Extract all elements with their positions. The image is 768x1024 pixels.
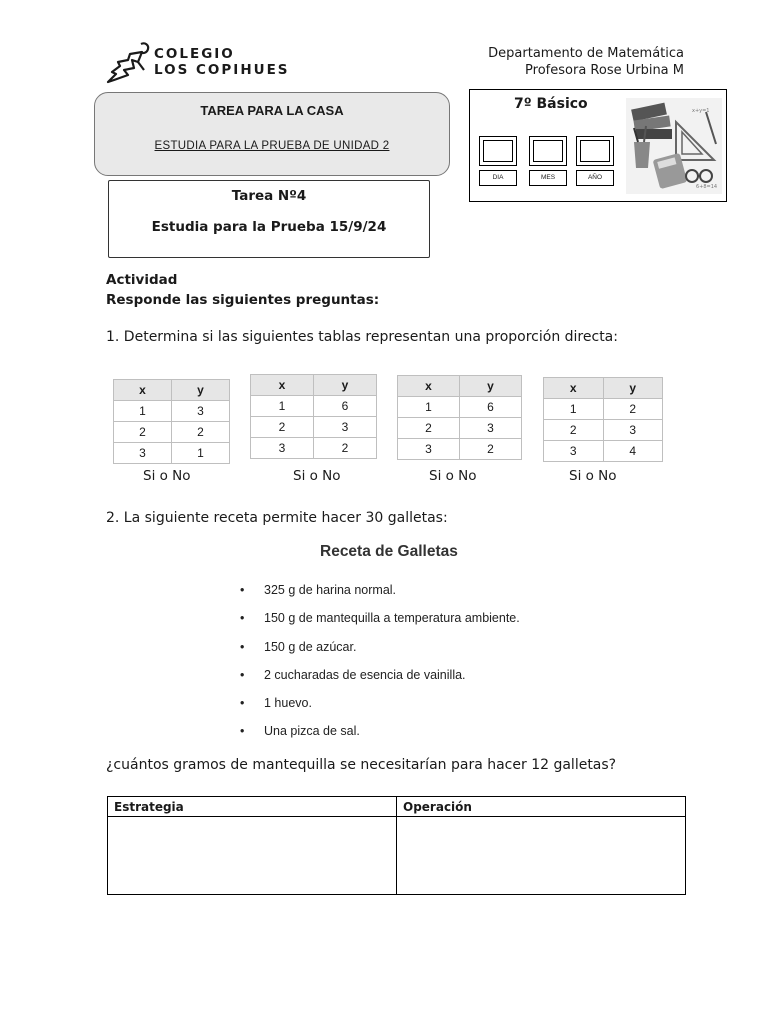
proportion-table-4 xyxy=(543,377,663,462)
table-row: 3 1 xyxy=(114,443,230,464)
month-input[interactable] xyxy=(529,136,567,166)
table-row: 3 4 xyxy=(544,441,663,462)
list-item: • Una pizca de sal. xyxy=(240,724,360,739)
operation-answer-cell[interactable] xyxy=(397,817,686,895)
question-2-prompt: ¿cuántos gramos de mantequilla se necesitarían para hacer 12 galletas? xyxy=(106,757,617,773)
day-label: DIA xyxy=(479,170,517,186)
month-label: MES xyxy=(529,170,567,186)
strategy-answer-cell[interactable] xyxy=(108,817,397,895)
proportion-table-3 xyxy=(397,375,522,460)
grade-label: 7º Básico xyxy=(514,96,588,112)
assignment-number: Tarea Nº4 xyxy=(231,188,307,204)
month-field[interactable] xyxy=(529,136,567,186)
answer-label-4: Si o No xyxy=(569,468,617,484)
ingredient-list xyxy=(240,580,520,750)
grade-date-box xyxy=(469,89,727,202)
department-name: Departamento de Matemática xyxy=(488,46,684,61)
table-row: 2 3 xyxy=(398,418,522,439)
table-header-row xyxy=(108,797,686,817)
question-2: 2. La siguiente receta permite hacer 30 galletas: xyxy=(106,510,448,526)
homework-box xyxy=(94,92,450,176)
department-info xyxy=(488,45,684,79)
table-row: 2 2 xyxy=(114,422,230,443)
assignment-box xyxy=(108,180,430,258)
homework-title: TAREA PARA LA CASA xyxy=(200,103,344,118)
day-field[interactable] xyxy=(479,136,517,186)
recipe-title: Receta de Galletas xyxy=(320,543,458,560)
answer-label-3: Si o No xyxy=(429,468,477,484)
table-header-row: x y xyxy=(398,376,522,397)
year-field[interactable] xyxy=(576,136,614,186)
activity-title: Actividad xyxy=(106,272,178,288)
list-item: • 325 g de harina normal. xyxy=(240,583,397,597)
teacher-name: Profesora Rose Urbina M xyxy=(525,63,684,78)
svg-text:x+y=1: x+y=1 xyxy=(692,108,710,114)
proportion-table-1 xyxy=(113,379,230,464)
table-header-row: x y xyxy=(114,380,230,401)
table-row: 3 2 xyxy=(398,439,522,460)
table-row xyxy=(108,817,686,895)
table-row: 2 3 xyxy=(251,417,377,438)
answer-table xyxy=(107,796,686,895)
school-name: COLEGIO LOS COPIHUES xyxy=(154,46,290,78)
answer-label-1: Si o No xyxy=(143,468,191,484)
strategy-header: Estrategia xyxy=(108,797,397,817)
year-input[interactable] xyxy=(576,136,614,166)
table-header-row: x y xyxy=(544,378,663,399)
activity-heading xyxy=(106,270,379,310)
table-header-row: x y xyxy=(251,375,377,396)
table-row: 1 6 xyxy=(251,396,377,417)
list-item: • 2 cucharadas de esencia de vainilla. xyxy=(240,667,466,682)
school-supplies-icon xyxy=(626,98,722,194)
operation-header: Operación xyxy=(397,797,686,817)
assignment-description: Estudia para la Prueba 15/9/24 xyxy=(151,219,387,235)
year-label: AÑO xyxy=(576,170,614,186)
table-row: 1 6 xyxy=(398,397,522,418)
list-item: • 1 huevo. xyxy=(240,696,312,711)
list-item: • 150 g de mantequilla a temperatura ambiente. xyxy=(240,611,520,626)
day-input[interactable] xyxy=(479,136,517,166)
activity-instruction: Responde las siguientes preguntas: xyxy=(106,292,380,308)
table-row: 1 3 xyxy=(114,401,230,422)
svg-text:6+8=14: 6+8=14 xyxy=(696,184,718,190)
proportion-table-2 xyxy=(250,374,377,459)
question-1: 1. Determina si las siguientes tablas representan una proporción directa: xyxy=(106,329,618,345)
answer-label-2: Si o No xyxy=(293,468,341,484)
homework-subtitle: ESTUDIA PARA LA PRUEBA DE UNIDAD 2 xyxy=(154,140,390,152)
table-row: 1 2 xyxy=(544,399,663,420)
table-row: 2 3 xyxy=(544,420,663,441)
table-row: 3 2 xyxy=(251,438,377,459)
list-item: • 150 g de azúcar. xyxy=(240,639,357,654)
